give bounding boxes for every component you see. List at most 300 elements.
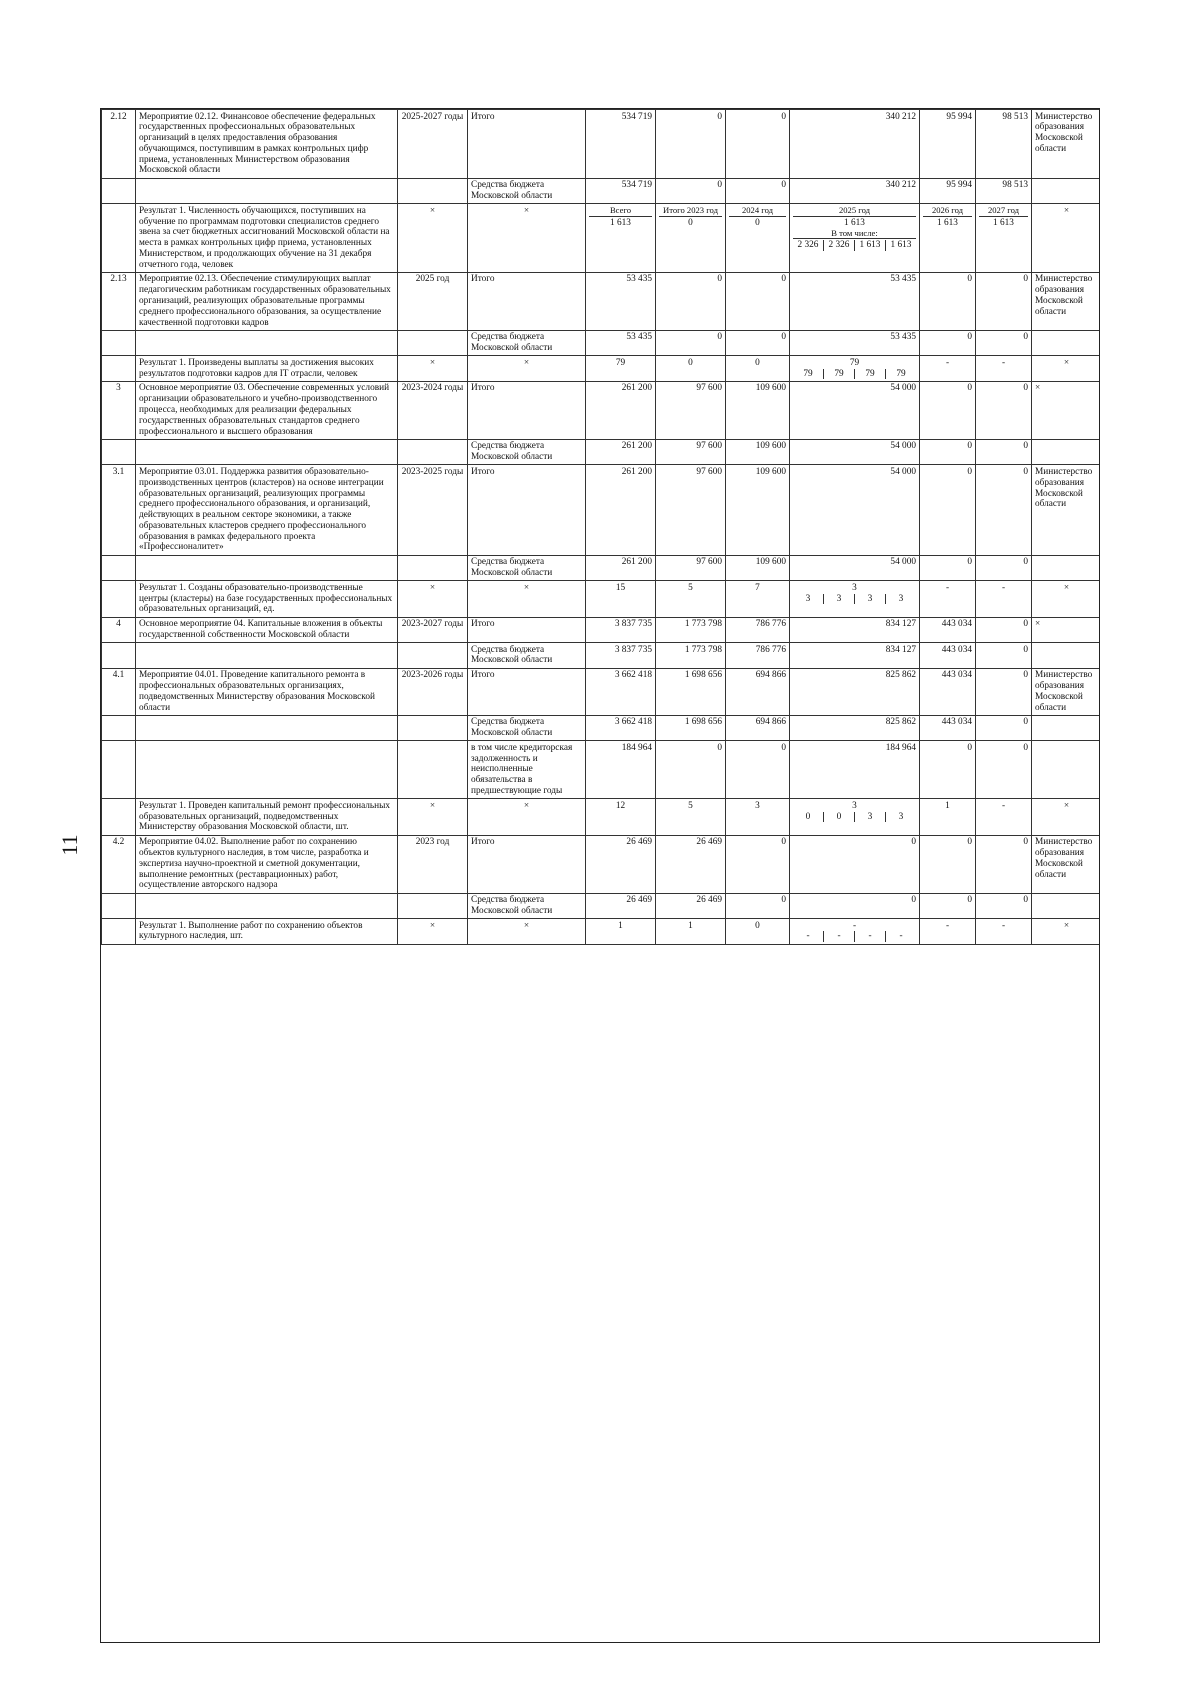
value-12m: 3 <box>885 594 916 605</box>
year-2027-cell <box>976 581 1032 617</box>
responsible-cell: × <box>1032 204 1101 273</box>
year-2025-cell: 0 <box>790 835 920 893</box>
value-2023: 0 <box>688 357 693 368</box>
year-2026-cell: 0 <box>920 381 976 439</box>
period-cell: 2023-2027 годы <box>398 617 468 643</box>
activity-name-cell <box>136 643 398 669</box>
result-row <box>102 581 1101 617</box>
activity-row <box>102 330 1101 356</box>
value-9m: 3 <box>854 812 885 823</box>
activity-name-cell <box>136 178 398 204</box>
row-number-cell <box>102 919 136 945</box>
activity-row <box>102 272 1101 330</box>
responsible-cell: × <box>1032 356 1101 382</box>
activity-row <box>102 465 1101 555</box>
value-9m: 1 613 <box>854 240 885 251</box>
year-2026-cell: 0 <box>920 272 976 330</box>
activity-row <box>102 617 1101 643</box>
period-cell <box>398 178 468 204</box>
row-number-cell: 3 <box>102 381 136 439</box>
year-2026-cell <box>920 204 976 273</box>
program-table-sheet <box>100 108 1100 1643</box>
year-2024-cell: 0 <box>726 835 790 893</box>
year-2026-cell: 0 <box>920 835 976 893</box>
period-cell <box>398 643 468 669</box>
year-2027-cell: 0 <box>976 643 1032 669</box>
source-cell: × <box>468 799 586 835</box>
activity-row <box>102 178 1101 204</box>
responsible-cell: Министерство образования Московской области <box>1032 272 1101 330</box>
year-2025-cell: 0 <box>790 893 920 919</box>
activity-name-cell <box>136 439 398 465</box>
value-9m: 79 <box>854 369 885 380</box>
period-cell: 2025 год <box>398 272 468 330</box>
year-2023-cell <box>656 581 726 617</box>
year-2027-cell: 98 513 <box>976 110 1032 179</box>
row-number-cell <box>102 643 136 669</box>
value-total: 1 <box>618 920 623 931</box>
year-2024-cell: 0 <box>726 741 790 799</box>
total-cell: 3 662 418 <box>586 715 656 741</box>
table-body <box>102 110 1101 945</box>
year-2024-cell: 694 866 <box>726 715 790 741</box>
value-2023: 5 <box>688 582 693 593</box>
value-total: 12 <box>615 800 626 811</box>
source-cell: Итого <box>468 381 586 439</box>
quarter-breakdown <box>793 240 916 251</box>
value-2024: 7 <box>755 582 760 593</box>
activity-name-cell: Основное мероприятие 04. Капитальные вложения в объекты государственной собственности Московской области <box>136 617 398 643</box>
value-h1: - <box>823 931 854 942</box>
value-2027: - <box>1001 357 1006 368</box>
row-number-cell: 4.2 <box>102 835 136 893</box>
activity-row <box>102 381 1101 439</box>
period-cell: 2023 год <box>398 835 468 893</box>
value-h1: 2 326 <box>823 240 854 251</box>
year-2026-cell: 443 034 <box>920 668 976 715</box>
result-name-cell: Результат 1. Произведены выплаты за достижения высоких результатов подготовки кадров для IT отрасли, человек <box>136 356 398 382</box>
year-2027-cell <box>976 204 1032 273</box>
source-cell: Средства бюджета Московской области <box>468 555 586 581</box>
responsible-cell: Министерство образования Московской области <box>1032 465 1101 555</box>
value-total: 15 <box>615 582 626 593</box>
year-2027-cell: 0 <box>976 381 1032 439</box>
value-2023: 5 <box>688 800 693 811</box>
value-q1: 2 326 <box>797 240 819 251</box>
source-cell: в том числе кредиторская задолженность и неисполненные обязательства в предшествующие годы <box>468 741 586 799</box>
year-2026-cell: 443 034 <box>920 643 976 669</box>
quarter-breakdown <box>793 594 916 605</box>
period-cell <box>398 555 468 581</box>
year-2027-cell: 0 <box>976 668 1032 715</box>
value-2026: 1 <box>945 800 950 811</box>
responsible-cell <box>1032 555 1101 581</box>
value-2027: - <box>1001 920 1006 931</box>
result-name-cell: Результат 1. Созданы образовательно-производственные центры (кластеры) на базе государственных профессиональных образовательных организаций, ед. <box>136 581 398 617</box>
year-2026-cell <box>920 799 976 835</box>
year-2026-cell: 95 994 <box>920 178 976 204</box>
row-number-cell <box>102 330 136 356</box>
activity-row <box>102 835 1101 893</box>
year-2026-cell: 0 <box>920 555 976 581</box>
value-h1: 3 <box>823 594 854 605</box>
activity-name-cell <box>136 555 398 581</box>
activity-name-cell: Основное мероприятие 03. Обеспечение современных условий организации образовательного и учебно-производственного процесса, необходимых для реализации федеральных государственных образовательных стандартов среднего профессионального и высшего образования <box>136 381 398 439</box>
responsible-cell <box>1032 178 1101 204</box>
quarter-breakdown <box>793 369 916 380</box>
total-cell <box>586 204 656 273</box>
row-number-cell: 2.13 <box>102 272 136 330</box>
activity-name-cell: Мероприятие 02.12. Финансовое обеспечение федеральных государственных профессиональных образовательных организаций в целях предоставления образования обучающимся, поступившим в рамках контрольных цифр приема, установленных Министерством образования Московской области <box>136 110 398 179</box>
source-cell: Средства бюджета Московской области <box>468 330 586 356</box>
result-name-cell: Результат 1. Численность обучающихся, поступивших на обучение по программам подготовки специалистов среднего звена за счет бюджетных ассигнований Московской области на места в рамках контрольных цифр приема, установленных Министерством, и продолжающих обучение на 31 декабря отчетного года, человек <box>136 204 398 273</box>
value-2026: - <box>945 357 950 368</box>
total-cell: 261 200 <box>586 465 656 555</box>
activity-row <box>102 668 1101 715</box>
row-number-cell <box>102 715 136 741</box>
period-cell: × <box>398 356 468 382</box>
year-2023-cell: 97 600 <box>656 465 726 555</box>
year-2025-cell <box>790 919 920 945</box>
year-2023-cell: 0 <box>656 741 726 799</box>
value-h1: 79 <box>823 369 854 380</box>
value-total: 79 <box>615 357 626 368</box>
year-2024-cell: 109 600 <box>726 465 790 555</box>
activity-name-cell: Мероприятие 04.02. Выполнение работ по сохранению объектов культурного наследия, в том числе, разработка и экспертиза научно-проектной и сметной документации, выполнение ремонтных (реставрационных) работ, осуществление авторского надзора <box>136 835 398 893</box>
year-2023-cell: 97 600 <box>656 381 726 439</box>
period-cell: × <box>398 581 468 617</box>
source-cell: Средства бюджета Московской области <box>468 893 586 919</box>
year-2027-cell: 0 <box>976 272 1032 330</box>
header-2025: 2025 год <box>793 206 916 217</box>
total-cell: 3 837 735 <box>586 617 656 643</box>
value-q1: 0 <box>805 811 811 822</box>
year-2025-cell <box>790 581 920 617</box>
value-2025: 3 <box>852 800 857 811</box>
year-2026-cell: 0 <box>920 465 976 555</box>
year-2024-cell <box>726 581 790 617</box>
value-2024: 3 <box>755 800 760 811</box>
activity-name-cell: Мероприятие 03.01. Поддержка развития образовательно-производственных центров (кластеров) на основе интеграции образовательных организаций, реализующих программы среднего профессионального образования, и организаций, действующих в реальном секторе экономики, а также образовательных кластеров среднего профессионального образования в рамках федерального проекта «Профессионалитет» <box>136 465 398 555</box>
year-2027-cell: 98 513 <box>976 178 1032 204</box>
year-2025-cell: 184 964 <box>790 741 920 799</box>
year-2026-cell: 0 <box>920 439 976 465</box>
year-2024-cell <box>726 204 790 273</box>
period-cell <box>398 330 468 356</box>
period-cell <box>398 741 468 799</box>
responsible-cell: Министерство образования Московской области <box>1032 835 1101 893</box>
year-2025-cell: 340 212 <box>790 178 920 204</box>
total-cell: 261 200 <box>586 381 656 439</box>
year-2027-cell: 0 <box>976 330 1032 356</box>
year-2026-cell: 443 034 <box>920 715 976 741</box>
total-cell: 261 200 <box>586 439 656 465</box>
responsible-cell: × <box>1032 581 1101 617</box>
value-q1: 3 <box>805 593 811 604</box>
header-total: Всего <box>589 206 652 217</box>
year-2027-cell: 0 <box>976 741 1032 799</box>
responsible-cell <box>1032 741 1101 799</box>
activity-name-cell <box>136 715 398 741</box>
row-number-cell: 3.1 <box>102 465 136 555</box>
year-2026-cell <box>920 919 976 945</box>
year-2024-cell: 694 866 <box>726 668 790 715</box>
result-name-cell: Результат 1. Проведен капитальный ремонт профессиональных образовательных организаций, подведомственных Министерству образования Московской области, шт. <box>136 799 398 835</box>
header-2026: 2026 год <box>923 206 972 217</box>
year-2027-cell: 0 <box>976 555 1032 581</box>
year-2026-cell: 0 <box>920 893 976 919</box>
responsible-cell: × <box>1032 919 1101 945</box>
activity-row <box>102 439 1101 465</box>
responsible-cell <box>1032 643 1101 669</box>
year-2023-cell <box>656 799 726 835</box>
row-number-cell <box>102 893 136 919</box>
value-2027: - <box>1001 800 1006 811</box>
responsible-cell: Министерство образования Московской области <box>1032 668 1101 715</box>
period-cell: 2025-2027 годы <box>398 110 468 179</box>
year-2023-cell: 97 600 <box>656 555 726 581</box>
total-cell: 261 200 <box>586 555 656 581</box>
total-cell <box>586 356 656 382</box>
quarter-breakdown <box>793 931 916 942</box>
responsible-cell <box>1032 330 1101 356</box>
year-2025-cell: 834 127 <box>790 617 920 643</box>
year-2025-cell: 825 862 <box>790 668 920 715</box>
responsible-cell <box>1032 715 1101 741</box>
year-2024-cell <box>726 799 790 835</box>
source-cell: Итого <box>468 617 586 643</box>
total-cell <box>586 799 656 835</box>
responsible-cell <box>1032 893 1101 919</box>
value-2026: - <box>945 920 950 931</box>
program-activities-table <box>101 109 1100 945</box>
activity-row <box>102 643 1101 669</box>
total-cell: 26 469 <box>586 893 656 919</box>
responsible-cell: × <box>1032 799 1101 835</box>
value-2023: 0 <box>688 217 693 228</box>
total-cell <box>586 581 656 617</box>
value-2024: 0 <box>755 357 760 368</box>
activity-row <box>102 555 1101 581</box>
year-2023-cell <box>656 204 726 273</box>
period-cell: × <box>398 799 468 835</box>
value-12m: 3 <box>885 812 916 823</box>
row-number-cell <box>102 799 136 835</box>
responsible-cell <box>1032 439 1101 465</box>
header-2024: 2024 год <box>729 206 786 217</box>
year-2026-cell: 0 <box>920 330 976 356</box>
year-2027-cell <box>976 356 1032 382</box>
activity-row <box>102 715 1101 741</box>
value-h1: 0 <box>823 812 854 823</box>
value-2025: 1 613 <box>844 217 865 228</box>
row-number-cell <box>102 439 136 465</box>
year-2023-cell: 26 469 <box>656 835 726 893</box>
year-2027-cell: 0 <box>976 439 1032 465</box>
result-row <box>102 204 1101 273</box>
period-cell <box>398 715 468 741</box>
source-cell: Итого <box>468 272 586 330</box>
year-2025-cell: 54 000 <box>790 381 920 439</box>
year-2023-cell: 0 <box>656 178 726 204</box>
value-q1: - <box>806 931 810 942</box>
period-cell <box>398 439 468 465</box>
result-name-cell: Результат 1. Выполнение работ по сохранению объектов культурного наследия, шт. <box>136 919 398 945</box>
total-cell: 3 662 418 <box>586 668 656 715</box>
value-2025: 79 <box>849 357 860 368</box>
year-2023-cell: 0 <box>656 330 726 356</box>
year-2025-cell <box>790 356 920 382</box>
total-cell <box>586 919 656 945</box>
value-2024: 0 <box>755 920 760 931</box>
value-12m: 1 613 <box>885 240 916 251</box>
source-cell: Итого <box>468 668 586 715</box>
responsible-cell: Министерство образования Московской области <box>1032 110 1101 179</box>
result-row <box>102 919 1101 945</box>
activity-name-cell <box>136 330 398 356</box>
value-2027: 1 613 <box>993 217 1014 228</box>
year-2027-cell: 0 <box>976 715 1032 741</box>
year-2026-cell: 0 <box>920 741 976 799</box>
source-cell: Итого <box>468 110 586 179</box>
total-cell: 534 719 <box>586 178 656 204</box>
row-number-cell: 2.12 <box>102 110 136 179</box>
row-number-cell: 4.1 <box>102 668 136 715</box>
year-2024-cell: 786 776 <box>726 617 790 643</box>
year-2025-cell: 54 000 <box>790 555 920 581</box>
source-cell: × <box>468 356 586 382</box>
page-number: 11 <box>57 834 82 856</box>
year-2025-cell <box>790 799 920 835</box>
value-12m: 79 <box>885 369 916 380</box>
year-2024-cell: 109 600 <box>726 381 790 439</box>
activity-name-cell: Мероприятие 04.01. Проведение капитального ремонта в профессиональных образовательных организациях, подведомственных Министерству образования Московской области <box>136 668 398 715</box>
value-total: 1 613 <box>610 217 631 228</box>
activity-name-cell <box>136 741 398 799</box>
year-2027-cell <box>976 799 1032 835</box>
activity-row <box>102 741 1101 799</box>
year-2025-cell: 825 862 <box>790 715 920 741</box>
year-2024-cell: 0 <box>726 110 790 179</box>
year-2023-cell: 97 600 <box>656 439 726 465</box>
year-2027-cell: 0 <box>976 835 1032 893</box>
value-2026: - <box>945 582 950 593</box>
year-2023-cell <box>656 356 726 382</box>
value-2025: 3 <box>852 582 857 593</box>
period-cell <box>398 893 468 919</box>
result-row <box>102 799 1101 835</box>
year-2023-cell <box>656 919 726 945</box>
year-2027-cell: 0 <box>976 617 1032 643</box>
source-cell: Средства бюджета Московской области <box>468 715 586 741</box>
value-2024: 0 <box>755 217 760 228</box>
year-2025-cell: 834 127 <box>790 643 920 669</box>
total-cell: 53 435 <box>586 330 656 356</box>
year-2023-cell: 26 469 <box>656 893 726 919</box>
activity-name-cell <box>136 893 398 919</box>
value-2023: 1 <box>688 920 693 931</box>
year-2025-cell: 53 435 <box>790 272 920 330</box>
result-row <box>102 356 1101 382</box>
year-2024-cell: 0 <box>726 272 790 330</box>
year-2024-cell: 0 <box>726 330 790 356</box>
row-number-cell: 4 <box>102 617 136 643</box>
year-2024-cell: 109 600 <box>726 439 790 465</box>
header-2023: Итого 2023 год <box>659 206 722 217</box>
year-2023-cell: 1 773 798 <box>656 643 726 669</box>
source-cell: × <box>468 581 586 617</box>
year-2024-cell: 786 776 <box>726 643 790 669</box>
activity-row <box>102 893 1101 919</box>
total-cell: 53 435 <box>586 272 656 330</box>
year-2024-cell <box>726 356 790 382</box>
value-9m: 3 <box>854 594 885 605</box>
year-2027-cell: 0 <box>976 893 1032 919</box>
source-cell: Средства бюджета Московской области <box>468 643 586 669</box>
header-2027: 2027 год <box>979 206 1028 217</box>
year-2024-cell: 109 600 <box>726 555 790 581</box>
year-2027-cell: 0 <box>976 465 1032 555</box>
total-cell: 3 837 735 <box>586 643 656 669</box>
year-2026-cell: 443 034 <box>920 617 976 643</box>
source-cell: Средства бюджета Московской области <box>468 439 586 465</box>
year-2024-cell: 0 <box>726 178 790 204</box>
total-cell: 534 719 <box>586 110 656 179</box>
row-number-cell <box>102 581 136 617</box>
year-2025-cell: 340 212 <box>790 110 920 179</box>
period-cell: × <box>398 204 468 273</box>
year-2023-cell: 1 773 798 <box>656 617 726 643</box>
year-2024-cell <box>726 919 790 945</box>
year-2026-cell <box>920 581 976 617</box>
row-number-cell <box>102 204 136 273</box>
activity-row <box>102 110 1101 179</box>
year-2025-cell: 54 000 <box>790 439 920 465</box>
year-2026-cell: 95 994 <box>920 110 976 179</box>
year-2026-cell <box>920 356 976 382</box>
value-9m: - <box>854 931 885 942</box>
period-cell: 2023-2025 годы <box>398 465 468 555</box>
source-cell: Средства бюджета Московской области <box>468 178 586 204</box>
source-cell: Итого <box>468 465 586 555</box>
period-cell: × <box>398 919 468 945</box>
total-cell: 26 469 <box>586 835 656 893</box>
quarter-breakdown <box>793 812 916 823</box>
value-2026: 1 613 <box>937 217 958 228</box>
header-incl: В том числе: <box>793 229 916 240</box>
year-2025-cell <box>790 204 920 273</box>
value-2025: - <box>852 920 857 931</box>
row-number-cell <box>102 356 136 382</box>
value-12m: - <box>885 931 916 942</box>
source-cell: × <box>468 919 586 945</box>
year-2023-cell: 1 698 656 <box>656 715 726 741</box>
year-2023-cell: 0 <box>656 110 726 179</box>
year-2025-cell: 54 000 <box>790 465 920 555</box>
year-2023-cell: 0 <box>656 272 726 330</box>
period-cell: 2023-2026 годы <box>398 668 468 715</box>
responsible-cell: × <box>1032 617 1101 643</box>
value-2027: - <box>1001 582 1006 593</box>
value-q1: 79 <box>803 368 813 379</box>
year-2027-cell <box>976 919 1032 945</box>
period-cell: 2023-2024 годы <box>398 381 468 439</box>
activity-name-cell: Мероприятие 02.13. Обеспечение стимулирующих выплат педагогическим работникам государственных образовательных организаций, реализующих образовательные программы среднего профессионального образования, за осуществление качественной подготовки кадров <box>136 272 398 330</box>
source-cell: Итого <box>468 835 586 893</box>
year-2024-cell: 0 <box>726 893 790 919</box>
total-cell: 184 964 <box>586 741 656 799</box>
year-2025-cell: 53 435 <box>790 330 920 356</box>
